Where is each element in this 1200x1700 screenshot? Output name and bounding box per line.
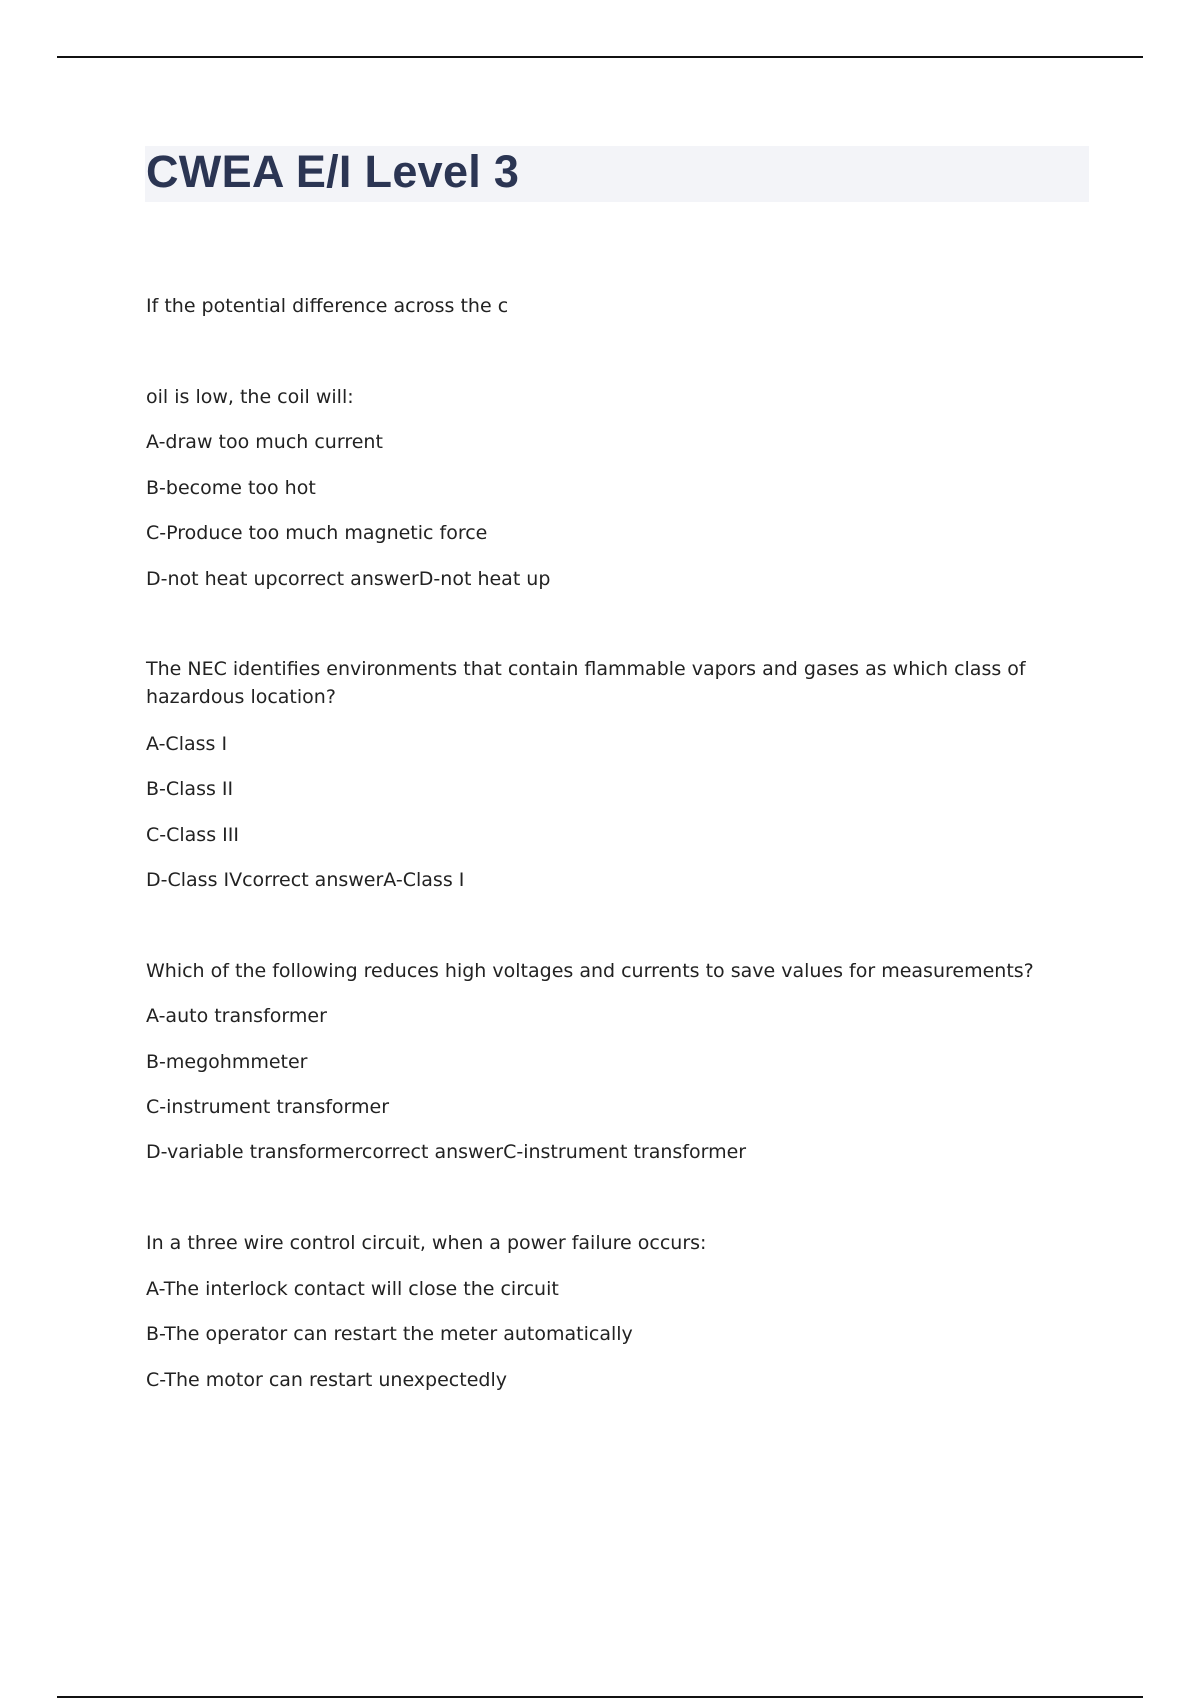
question-3-option-d-answer: D-variable transformercorrect answerC-instrument transformer: [146, 1141, 747, 1163]
question-4-option-c: C-The motor can restart unexpectedly: [146, 1369, 507, 1391]
question-2-option-c: C-Class III: [146, 824, 239, 846]
document-title: CWEA E/I Level 3: [146, 146, 520, 197]
question-4-option-b: B-The operator can restart the meter automatically: [146, 1323, 633, 1345]
question-3-option-a: A-auto transformer: [146, 1005, 327, 1027]
question-1-option-c: C-Produce too much magnetic force: [146, 522, 488, 544]
question-2-option-d-answer: D-Class IVcorrect answerA-Class I: [146, 869, 465, 891]
top-rule: [57, 56, 1143, 58]
question-2-option-a: A-Class I: [146, 733, 228, 755]
question-3-stem: Which of the following reduces high voltages and currents to save values for measurements?: [146, 960, 1034, 982]
question-1-option-b: B-become too hot: [146, 477, 316, 499]
question-4-stem: In a three wire control circuit, when a power failure occurs:: [146, 1232, 707, 1254]
question-2-stem: The NEC identifies environments that contain flammable vapors and gases as which class of hazardous location?: [146, 658, 1026, 708]
question-1-stem-part2: oil is low, the coil will:: [146, 386, 354, 408]
question-1-stem-part1: If the potential difference across the c: [146, 295, 509, 317]
question-1-option-a: A-draw too much current: [146, 431, 383, 453]
question-1-option-d-answer: D-not heat upcorrect answerD-not heat up: [146, 568, 551, 590]
bottom-rule: [57, 1696, 1143, 1698]
question-3-option-b: B-megohmmeter: [146, 1051, 308, 1073]
question-3-option-c: C-instrument transformer: [146, 1096, 390, 1118]
question-4-option-a: A-The interlock contact will close the circuit: [146, 1278, 559, 1300]
question-2-option-b: B-Class II: [146, 778, 234, 800]
